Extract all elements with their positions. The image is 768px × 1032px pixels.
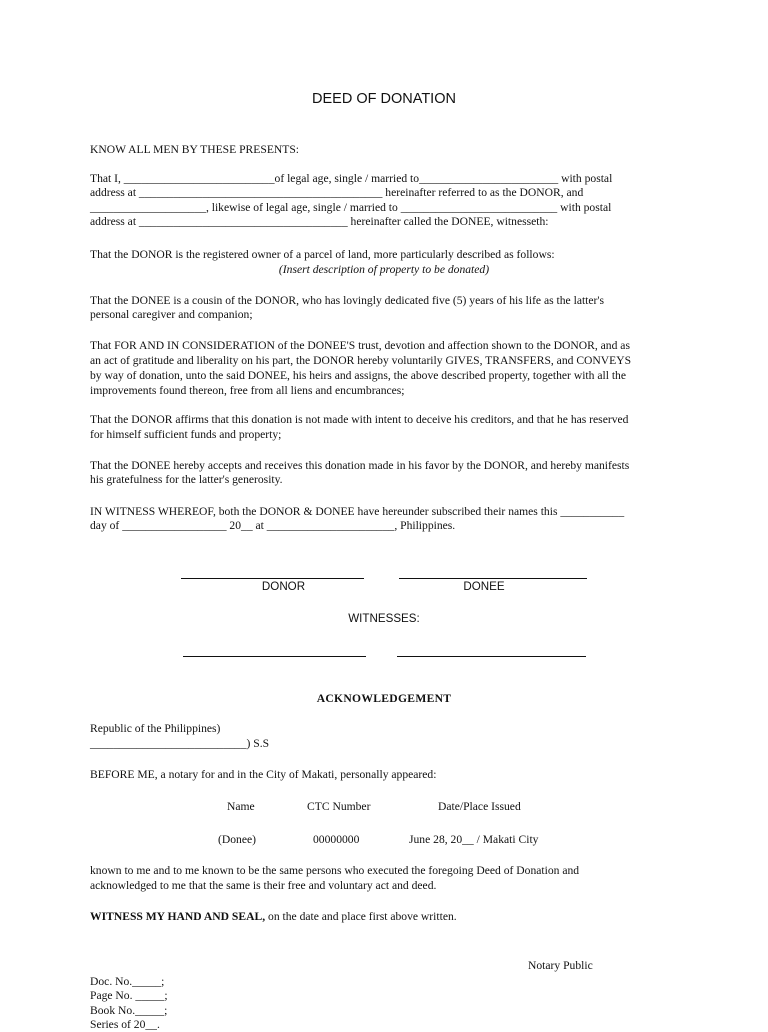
affirms-line-1: That the DONOR affirms that this donation is not made with intent to deceive his creditors, and that he has reserved	[90, 413, 629, 426]
before-me-line: BEFORE ME, a notary for and in the City of Makati, personally appeared:	[90, 768, 437, 781]
witness-line-2: day of __________________ 20__ at ______________________, Philippines.	[90, 519, 456, 532]
cousin-line-1: That the DONEE is a cousin of the DONOR, who has lovingly dedicated five (5) years of his life as the latter's	[90, 294, 605, 307]
known-line-2: acknowledged to me that the same is their free and voluntary act and deed.	[90, 879, 437, 892]
known-line-1: known to me and to me known to be the same persons who executed the foregoing Deed of Donation and	[90, 864, 580, 877]
table-header-name: Name	[227, 800, 255, 813]
doc-no-line: Doc. No._____;	[90, 975, 165, 988]
notary-public-label: Notary Public	[528, 959, 593, 972]
donor-signature-line	[181, 578, 364, 579]
parties-line-3: ____________________, likewise of legal age, single / married to ___________________________ with postal	[90, 201, 612, 214]
witness-2-signature-line	[397, 656, 586, 657]
table-header-date-place: Date/Place Issued	[438, 800, 521, 813]
series-line: Series of 20__.	[90, 1018, 160, 1031]
document-title: DEED OF DONATION	[312, 91, 456, 107]
consideration-line-3: by way of donation, unto the said DONEE, his heirs and assigns, the above described property, together with all the	[90, 369, 626, 382]
parties-line-1: That I, __________________________of legal age, single / married to________________________ with postal	[90, 172, 613, 185]
parties-line-2: address at __________________________________________ hereinafter referred to as the DONOR, and	[90, 186, 584, 199]
witnesses-label: WITNESSES:	[348, 612, 420, 625]
table-cell-date-place: June 28, 20__ / Makati City	[409, 833, 539, 846]
accepts-line-2: his gratefulness for the latter's generosity.	[90, 473, 283, 486]
table-cell-name: (Donee)	[218, 833, 256, 846]
consideration-line-4: improvements found thereon, free from all liens and encumbrances;	[90, 384, 405, 397]
witness-line-1: IN WITNESS WHEREOF, both the DONOR & DONEE have hereunder subscribed their names this ___________	[90, 505, 625, 518]
donor-label: DONOR	[261, 580, 306, 593]
table-cell-ctc: 00000000	[313, 833, 360, 846]
owner-paragraph: That the DONOR is the registered owner of a parcel of land, more particularly described as follows:	[90, 248, 555, 261]
acknowledgement-title: ACKNOWLEDGEMENT	[316, 692, 452, 705]
cousin-line-2: personal caregiver and companion;	[90, 308, 253, 321]
table-header-ctc: CTC Number	[307, 800, 371, 813]
parties-line-4: address at ____________________________________ hereinafter called the DONEE, witnesseth:	[90, 215, 549, 228]
page-no-line: Page No. _____;	[90, 989, 168, 1002]
accepts-line-1: That the DONEE hereby accepts and receives this donation made in his favor by the DONOR, and hereby manifests	[90, 459, 630, 472]
consideration-line-2: an act of gratitude and liberality on his part, the DONOR hereby voluntarily GIVES, TRANSFERS, and CONVEYS	[90, 354, 632, 367]
witness-1-signature-line	[183, 656, 366, 657]
insert-description-note: (Insert description of property to be donated)	[278, 263, 490, 276]
donee-label: DONEE	[463, 580, 505, 593]
republic-line: Republic of the Philippines)	[90, 722, 221, 735]
book-no-line: Book No._____;	[90, 1004, 168, 1017]
hand-and-seal-line	[90, 910, 457, 924]
affirms-line-2: for himself sufficient funds and property;	[90, 428, 282, 441]
hand-and-seal-bold: WITNESS MY HAND AND SEAL,	[90, 910, 266, 923]
hand-and-seal-text: on the date and place first above written.	[265, 910, 457, 923]
consideration-line-1: That FOR AND IN CONSIDERATION of the DONEE'S trust, devotion and affection shown to the DONOR, and as	[90, 339, 630, 352]
intro-line: KNOW ALL MEN BY THESE PRESENTS:	[90, 143, 300, 156]
donee-signature-line	[399, 578, 587, 579]
ss-line: ___________________________) S.S	[90, 737, 270, 750]
